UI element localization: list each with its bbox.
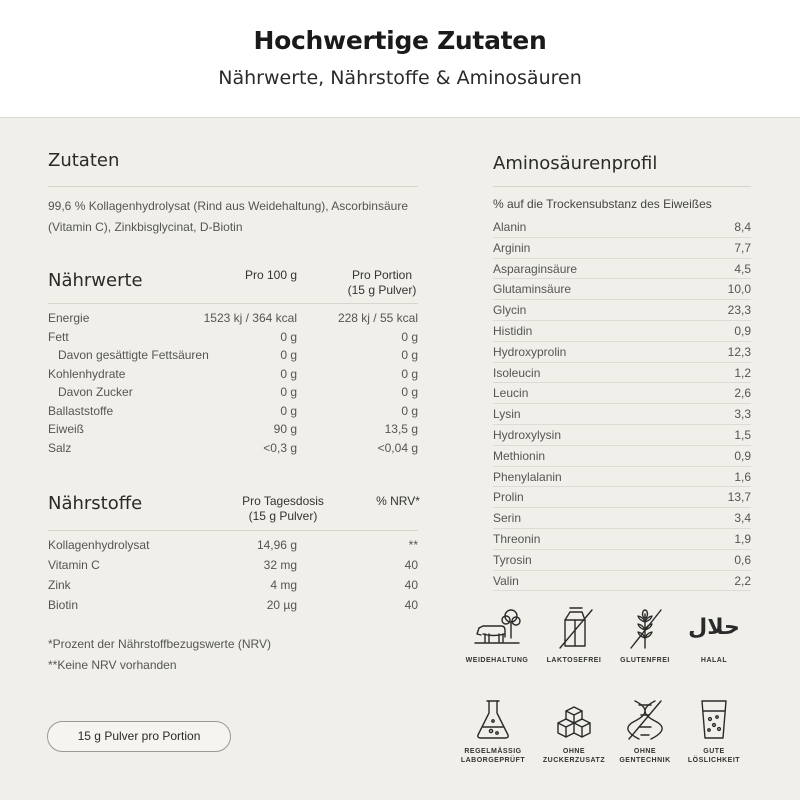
badge-label-line2: GENTECHNIK	[619, 757, 671, 764]
amino-label: Asparaginsäure	[493, 261, 578, 276]
list-item	[493, 529, 751, 550]
amino-value: 12,3	[727, 344, 751, 359]
list-item	[493, 487, 751, 508]
badge-glutenfrei	[605, 606, 685, 665]
naehrwerte-divider	[48, 303, 418, 304]
list-item	[493, 259, 751, 280]
list-item	[493, 217, 751, 238]
amino-label: Glutaminsäure	[493, 282, 572, 297]
table-row	[48, 348, 418, 367]
header	[0, 0, 800, 118]
milk-carton-crossed-icon	[550, 606, 598, 650]
row-value-portion: 0 g	[401, 403, 418, 418]
amino-value: 0,9	[734, 324, 751, 338]
amino-value: 1,2	[734, 365, 751, 380]
row-label: Vitamin C	[48, 558, 100, 572]
badge-label: LAKTOSEFREI	[546, 657, 602, 664]
row-value-nrv: 40	[404, 558, 418, 572]
row-value-nrv: 40	[404, 578, 418, 592]
amino-value: 2,2	[734, 573, 751, 588]
amino-value: 4,5	[734, 261, 751, 276]
amino-label: Methionin	[493, 448, 546, 463]
list-item	[493, 446, 751, 467]
row-value-100g: 1523 kj / 364 kcal	[203, 311, 297, 325]
zutaten-title: Zutaten	[48, 150, 120, 171]
amino-value: 0,6	[734, 552, 751, 567]
wheat-crossed-icon	[621, 606, 669, 650]
table-row	[48, 385, 418, 404]
badge-label-line2: LABORGEPRÜFT	[460, 757, 526, 764]
badge-label-line1: OHNE	[562, 748, 586, 755]
list-item	[493, 550, 751, 571]
row-value-dose: 4 mg	[270, 578, 297, 592]
row-label: Eiweiß	[48, 422, 85, 436]
amino-label: Valin	[493, 573, 519, 588]
list-item	[493, 342, 751, 363]
row-label: Davon Zucker	[58, 385, 133, 399]
amino-value: 3,3	[734, 407, 751, 422]
amino-label: Serin	[493, 511, 522, 526]
row-value-nrv: 40	[404, 598, 418, 612]
row-value-100g: 0 g	[280, 329, 297, 344]
table-row	[48, 441, 418, 460]
amino-label: Hydroxyprolin	[493, 344, 567, 359]
page-subtitle: Nährwerte, Nährstoffe & Aminosäuren	[218, 67, 582, 89]
table-row	[48, 311, 418, 330]
amino-value: 1,6	[734, 469, 751, 484]
footnote-keine-nrv: **Keine NRV vorhanden	[48, 658, 177, 672]
naehrwerte-title: Nährwerte	[48, 270, 143, 291]
table-row	[48, 422, 418, 441]
badge-label-line1: OHNE	[633, 748, 657, 755]
amino-value: 1,5	[734, 428, 751, 442]
naehrwerte-col2-header-line2: (15 g Pulver)	[347, 283, 417, 297]
row-label: Biotin	[48, 598, 79, 612]
list-item	[493, 404, 751, 425]
amino-value: 23,3	[727, 303, 751, 318]
badge-label-line2: LÖSLICHKEIT	[687, 757, 741, 764]
row-label: Energie	[48, 311, 90, 325]
badge-label: WEIDEHALTUNG	[465, 657, 529, 664]
row-value-100g: 0 g	[280, 348, 297, 362]
badge-ohne-zuckerzusatz	[534, 697, 614, 765]
table-row	[48, 404, 418, 423]
row-label: Davon gesättigte Fettsäuren	[58, 348, 209, 362]
row-value-100g: <0,3 g	[263, 440, 297, 455]
glass-icon	[690, 697, 738, 741]
sugar-cubes-icon	[550, 697, 598, 741]
row-label: Kollagenhydrolysat	[48, 538, 150, 552]
table-row	[48, 578, 418, 598]
amino-label: Alanin	[493, 220, 527, 234]
amino-value: 7,7	[734, 240, 751, 255]
amino-label: Isoleucin	[493, 365, 541, 380]
badge-laborgeprueft	[453, 697, 533, 765]
badge-label-line1: REGELMÄSSIG	[464, 748, 522, 755]
list-item	[493, 508, 751, 529]
zutaten-text-line2: (Vitamin C), Zinkbisglycinat, D-Biotin	[48, 220, 243, 234]
list-item	[493, 571, 751, 592]
row-value-portion: 0 g	[401, 366, 418, 381]
list-item	[493, 383, 751, 404]
badge-label-line2: ZUCKERZUSATZ	[542, 757, 606, 764]
list-item	[493, 300, 751, 321]
badge-label: HALAL	[700, 657, 728, 664]
zutaten-text-line1: 99,6 % Kollagenhydrolysat (Rind aus Weidehaltung), Ascorbinsäure	[48, 199, 408, 213]
amino-label: Lysin	[493, 407, 521, 422]
row-value-100g: 0 g	[280, 366, 297, 381]
list-item	[493, 238, 751, 259]
amino-label: Tyrosin	[493, 552, 532, 567]
amino-value: 2,6	[734, 386, 751, 401]
row-value-nrv: **	[408, 538, 418, 552]
naehrwerte-col1-header: Pro 100 g	[244, 268, 298, 282]
amino-label: Prolin	[493, 490, 524, 505]
naehrstoffe-title: Nährstoffe	[48, 493, 143, 514]
row-value-portion: 0 g	[401, 329, 418, 344]
badge-ohne-gentechnik	[605, 697, 685, 765]
aminos-title: Aminosäurenprofil	[493, 153, 658, 174]
row-label: Salz	[48, 440, 72, 455]
flask-icon	[469, 697, 517, 741]
amino-label: Threonin	[493, 532, 541, 546]
naehrwerte-col2-header	[332, 268, 432, 298]
row-label: Ballaststoffe	[48, 403, 114, 418]
table-row	[48, 598, 418, 618]
badge-gute-loeslichkeit	[674, 697, 754, 765]
row-value-portion: 228 kj / 55 kcal	[337, 311, 418, 325]
row-label: Zink	[48, 578, 71, 592]
aminos-divider	[493, 186, 751, 187]
badge-label: GLUTENFREI	[620, 657, 670, 664]
row-value-100g: 0 g	[280, 385, 297, 399]
amino-label: Phenylalanin	[493, 469, 562, 484]
amino-label: Leucin	[493, 386, 529, 401]
row-value-dose: 14,96 g	[256, 538, 297, 552]
amino-label: Glycin	[493, 303, 527, 318]
row-value-100g: 90 g	[273, 422, 297, 436]
amino-value: 10,0	[727, 282, 751, 297]
badge-laktosefrei	[534, 606, 614, 665]
dna-crossed-icon	[621, 697, 669, 741]
row-value-portion: 0 g	[401, 348, 418, 362]
amino-value: 1,9	[734, 532, 751, 546]
row-value-portion: 0 g	[401, 385, 418, 399]
list-item	[493, 467, 751, 488]
row-value-portion: 13,5 g	[384, 422, 418, 436]
table-row	[48, 330, 418, 349]
badge-label-line1: GUTE	[703, 748, 725, 755]
table-row	[48, 367, 418, 386]
amino-value: 0,9	[734, 448, 751, 463]
row-label: Fett	[48, 329, 69, 344]
list-item	[493, 279, 751, 300]
row-value-dose: 32 mg	[263, 558, 297, 572]
naehrstoffe-col2-header: % NRV*	[376, 494, 420, 508]
zutaten-divider	[48, 186, 418, 187]
amino-value: 13,7	[727, 490, 751, 505]
row-label: Kohlenhydrate	[48, 366, 126, 381]
row-value-portion: <0,04 g	[377, 440, 418, 455]
portion-button[interactable]: 15 g Pulver pro Portion	[47, 721, 231, 752]
page-title: Hochwertige Zutaten	[253, 26, 547, 55]
amino-label: Arginin	[493, 240, 531, 255]
table-row	[48, 538, 418, 558]
badge-weidehaltung	[457, 606, 537, 665]
naehrstoffe-col1-header	[228, 494, 338, 524]
list-item	[493, 425, 751, 446]
amino-label: Hydroxylysin	[493, 428, 562, 442]
amino-label: Histidin	[493, 324, 533, 338]
footnote-nrv: *Prozent der Nährstoffbezugswerte (NRV)	[48, 637, 271, 651]
list-item	[493, 321, 751, 342]
row-value-100g: 0 g	[280, 403, 297, 418]
amino-value: 3,4	[734, 511, 751, 526]
naehrwerte-col2-header-line1: Pro Portion	[351, 268, 413, 282]
list-item	[493, 363, 751, 384]
halal-icon: حلال	[688, 615, 740, 640]
naehrstoffe-col1-header-line1: Pro Tagesdosis	[242, 494, 324, 508]
badge-halal	[674, 606, 754, 665]
row-value-dose: 20 µg	[266, 598, 297, 612]
cow-tree-icon	[473, 606, 521, 650]
naehrstoffe-divider	[48, 530, 418, 531]
aminos-subtitle: % auf die Trockensubstanz des Eiweißes	[493, 197, 712, 211]
amino-value: 8,4	[734, 220, 751, 234]
table-row	[48, 558, 418, 578]
naehrstoffe-col1-header-line2: (15 g Pulver)	[248, 509, 318, 523]
